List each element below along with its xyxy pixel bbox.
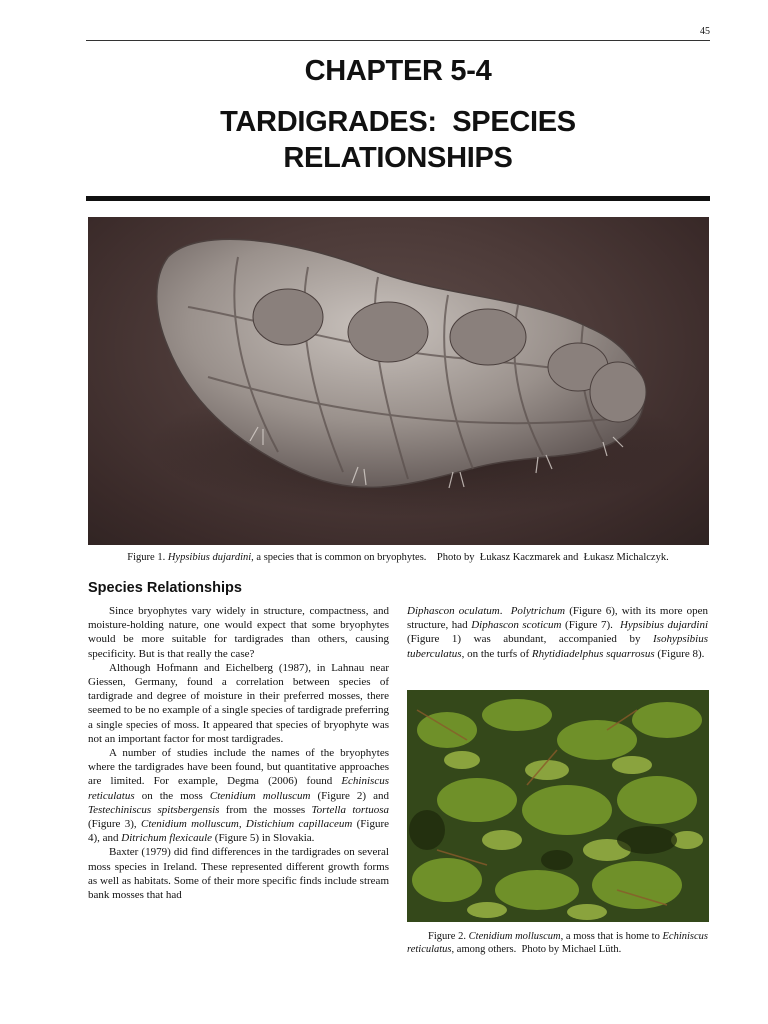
tardigrade-illustration [88, 217, 709, 545]
chapter-title [86, 104, 710, 176]
figure-1-caption [86, 552, 710, 563]
chapter-heading: CHAPTER 5-4 [304, 55, 492, 87]
page-number: 45 [700, 26, 710, 37]
figure-2-species: Ctenidium molluscum [468, 931, 561, 942]
paragraph: Diphascon oculatum. Polytrichum (Figure 6), with its more open structure, had Diphascon scoticum (Figure 7). Hypsibius dujardini (Figure 1) was abundant, accompanied by Isohypsibius tuberculatus, on the turfs of Rhytidiadelphus squarrosus (Figure 8). [407, 605, 709, 660]
figure-1-image [88, 217, 709, 545]
chapter-title-line1: TARDIGRADES: SPECIES [220, 106, 576, 138]
figure-1-label: Figure 1. [127, 552, 166, 563]
left-column [88, 604, 389, 902]
figure-2-caption: Figure 2. Ctenidium molluscum, a moss that is home to Echiniscus reticulatus, among others. Photo by Michael Lüth. [407, 931, 709, 955]
header-rule [86, 40, 710, 41]
right-column [407, 604, 708, 661]
figure-2-species-2: Echiniscus reticulatus [407, 931, 709, 955]
moss-illustration [407, 690, 709, 922]
chapter-title-line2: RELATIONSHIPS [283, 142, 513, 174]
title-rule [86, 196, 710, 201]
figure-1-caption-text: , a species that is common on bryophytes. Photo by Łukasz Kaczmarek and Łukasz Michalczyk. [251, 552, 669, 563]
figure-2-image [407, 690, 709, 922]
paragraph: A number of studies include the names of the bryophytes where the tardigrades have been found, but quantitative approaches are limited. For example, Degma (2006) found Echiniscus reticulatus on the moss Ctenidium molluscum (Figure 2) and Testechiniscus spitsbergensis from the mosses Tortella tortuosa (Figure 3), Ctenidium molluscum, Distichium capillaceum (Figure 4), and Ditrichum flexicaule (Figure 5) in Slovakia. [88, 747, 390, 845]
section-heading: Species Relationships [88, 580, 242, 596]
figure-2-label: Figure 2. [428, 931, 466, 942]
figure-1-species: Hypsibius dujardini [167, 552, 252, 563]
paragraph: Since bryophytes vary widely in structure, compactness, and moisture-holding nature, one would expect that some bryophytes would be more suitable for tardigrades than others, causing specificity. But is that really the case? [88, 605, 389, 660]
paragraph: Although Hofmann and Eichelberg (1987), in Lahnau near Giessen, Germany, found a correlation between species of tardigrade and degree of moisture in their preferred mosses, there seemed to be no example of a single species of tardigrade preferring a single species of moss. It appeared that species of bryophyte was not an important factor for most tardigrades. [88, 661, 389, 745]
paragraph: Baxter (1979) did find differences in the tardigrades on several moss species in Ireland. These represented different growth forms as well as habitats. Some of their more specific finds include stream bank mosses that had [88, 846, 389, 902]
